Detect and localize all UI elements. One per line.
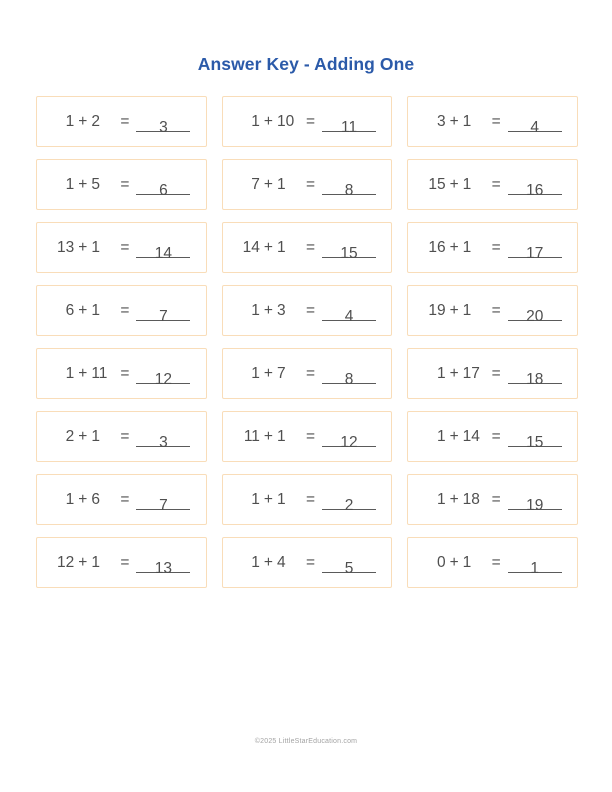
answer-line — [322, 238, 376, 262]
plus-sign: + — [449, 427, 459, 445]
answer-value: 13 — [154, 559, 173, 577]
answer-value: 6 — [159, 181, 168, 199]
copyright-footer: ©2025 LittleStarEducation.com — [254, 738, 358, 745]
operand-a: 19 — [428, 301, 446, 319]
equals-sign: = — [120, 427, 130, 445]
equals-sign: = — [120, 175, 130, 193]
problem-cell — [222, 96, 393, 147]
operand-a: 13 — [57, 238, 75, 256]
plus-sign: + — [263, 553, 273, 571]
answer-line — [136, 175, 190, 199]
operand-a: 1 — [65, 112, 75, 130]
plus-sign: + — [78, 553, 88, 571]
operand-a: 1 — [436, 427, 446, 445]
plus-sign: + — [78, 301, 88, 319]
operand-b: 4 — [276, 553, 286, 571]
equals-sign: = — [491, 175, 501, 193]
plus-sign: + — [78, 427, 88, 445]
answer-value: 12 — [154, 370, 173, 388]
problem-cell — [222, 474, 393, 525]
answer-line — [136, 364, 190, 388]
operand-b: 1 — [91, 553, 100, 571]
answer-line — [508, 553, 562, 577]
operand-a: 1 — [65, 490, 75, 508]
equals-sign: = — [305, 175, 316, 193]
equals-sign: = — [491, 112, 501, 130]
plus-sign: + — [263, 238, 273, 256]
plus-sign: + — [78, 112, 88, 130]
problem-cell — [222, 222, 393, 273]
operand-b: 5 — [91, 175, 100, 193]
plus-sign: + — [449, 112, 459, 130]
answer-line — [508, 490, 562, 514]
answer-line — [508, 427, 562, 451]
equals-sign: = — [491, 490, 501, 508]
operand-a: 3 — [436, 112, 446, 130]
answer-line — [508, 175, 562, 199]
plus-sign: + — [78, 238, 88, 256]
answer-value: 19 — [526, 496, 544, 514]
equals-sign: = — [305, 553, 316, 571]
answer-line — [136, 427, 190, 451]
answer-value: 1 — [530, 559, 540, 577]
operand-a: 1 — [251, 364, 260, 382]
answer-value: 17 — [526, 244, 544, 262]
operand-a: 1 — [251, 553, 260, 571]
answer-value: 3 — [159, 433, 168, 451]
plus-sign: + — [449, 175, 459, 193]
answer-value: 4 — [530, 118, 540, 136]
answer-value: 11 — [341, 118, 358, 136]
answer-value: 18 — [526, 370, 544, 388]
operand-b: 6 — [91, 490, 100, 508]
plus-sign: + — [449, 301, 459, 319]
problem-cell — [407, 537, 578, 588]
operand-b: 1 — [462, 301, 472, 319]
operand-b: 14 — [462, 427, 480, 445]
equals-sign: = — [491, 427, 501, 445]
operand-b: 7 — [276, 364, 286, 382]
equals-sign: = — [491, 238, 501, 256]
problem-cell — [407, 411, 578, 462]
plus-sign: + — [78, 364, 88, 382]
answer-line — [136, 490, 190, 514]
operand-b: 1 — [91, 427, 100, 445]
equals-sign: = — [120, 553, 130, 571]
answer-line — [322, 553, 376, 577]
answer-line — [322, 364, 376, 388]
answer-value: 4 — [344, 307, 354, 325]
operand-b: 1 — [462, 175, 472, 193]
problem-cell — [36, 96, 207, 147]
operand-b: 10 — [276, 112, 295, 130]
operand-b: 1 — [276, 427, 286, 445]
plus-sign: + — [263, 112, 273, 130]
answer-value: 15 — [526, 433, 544, 451]
operand-a: 1 — [436, 490, 446, 508]
answer-line — [322, 112, 376, 136]
problems-grid — [36, 96, 578, 588]
answer-line — [508, 112, 562, 136]
operand-a: 0 — [436, 553, 446, 571]
plus-sign: + — [449, 364, 459, 382]
answer-value: 12 — [340, 433, 358, 451]
operand-a: 7 — [251, 175, 260, 193]
equals-sign: = — [120, 112, 130, 130]
equals-sign: = — [305, 238, 316, 256]
answer-line — [136, 112, 190, 136]
equals-sign: = — [305, 490, 316, 508]
operand-a: 1 — [251, 112, 260, 130]
answer-line — [322, 175, 376, 199]
plus-sign: + — [263, 301, 273, 319]
operand-b: 11 — [91, 364, 108, 382]
operand-a: 11 — [243, 427, 260, 445]
operand-b: 1 — [462, 238, 472, 256]
operand-b: 1 — [276, 175, 286, 193]
plus-sign: + — [449, 238, 459, 256]
plus-sign: + — [449, 490, 459, 508]
operand-a: 6 — [65, 301, 75, 319]
answer-line — [136, 301, 190, 325]
equals-sign: = — [305, 427, 316, 445]
operand-b: 1 — [462, 553, 472, 571]
problem-cell — [36, 159, 207, 210]
answer-value: 8 — [344, 370, 354, 388]
equals-sign: = — [305, 301, 316, 319]
answer-value: 3 — [159, 118, 168, 136]
operand-b: 2 — [91, 112, 100, 130]
answer-line — [508, 238, 562, 262]
answer-line — [322, 301, 376, 325]
operand-b: 1 — [276, 238, 286, 256]
answer-line — [136, 238, 190, 262]
problem-cell — [36, 537, 207, 588]
problem-cell — [36, 285, 207, 336]
problem-cell — [407, 222, 578, 273]
problem-cell — [407, 96, 578, 147]
answer-value: 5 — [344, 559, 354, 577]
answer-line — [508, 301, 562, 325]
operand-b: 17 — [462, 364, 480, 382]
problem-cell — [407, 285, 578, 336]
answer-line — [322, 427, 376, 451]
problem-cell — [36, 348, 207, 399]
answer-line — [322, 490, 376, 514]
problem-cell — [36, 411, 207, 462]
operand-b: 1 — [91, 301, 100, 319]
plus-sign: + — [78, 175, 88, 193]
problem-cell — [36, 474, 207, 525]
answer-value: 14 — [154, 244, 173, 262]
answer-line — [136, 553, 190, 577]
equals-sign: = — [491, 301, 501, 319]
operand-a: 1 — [65, 175, 75, 193]
answer-value: 20 — [526, 307, 544, 325]
answer-value: 7 — [159, 496, 168, 514]
operand-b: 1 — [91, 238, 100, 256]
answer-value: 8 — [344, 181, 354, 199]
plus-sign: + — [263, 490, 273, 508]
operand-a: 1 — [251, 490, 260, 508]
problem-cell — [407, 348, 578, 399]
problem-cell — [222, 159, 393, 210]
plus-sign: + — [78, 490, 88, 508]
answer-value: 15 — [340, 244, 358, 262]
page-title: Answer Key - Adding One — [197, 54, 415, 74]
equals-sign: = — [305, 364, 316, 382]
operand-a: 16 — [428, 238, 446, 256]
problem-cell — [222, 285, 393, 336]
problem-cell — [222, 348, 393, 399]
plus-sign: + — [263, 364, 273, 382]
operand-a: 1 — [436, 364, 446, 382]
plus-sign: + — [263, 175, 273, 193]
operand-a: 12 — [57, 553, 75, 571]
operand-a: 2 — [65, 427, 75, 445]
answer-value: 2 — [344, 496, 354, 514]
problem-cell — [222, 537, 393, 588]
operand-a: 14 — [242, 238, 260, 256]
problem-cell — [407, 159, 578, 210]
operand-a: 15 — [428, 175, 446, 193]
problem-cell — [36, 222, 207, 273]
equals-sign: = — [305, 112, 316, 130]
equals-sign: = — [120, 490, 130, 508]
equals-sign: = — [120, 364, 130, 382]
operand-b: 1 — [462, 112, 472, 130]
operand-b: 3 — [276, 301, 286, 319]
operand-b: 18 — [462, 490, 480, 508]
equals-sign: = — [491, 553, 501, 571]
equals-sign: = — [120, 301, 130, 319]
equals-sign: = — [120, 238, 130, 256]
problem-cell — [222, 411, 393, 462]
operand-b: 1 — [276, 490, 286, 508]
operand-a: 1 — [65, 364, 75, 382]
operand-a: 1 — [251, 301, 260, 319]
answer-value: 16 — [526, 181, 544, 199]
plus-sign: + — [263, 427, 273, 445]
problem-cell — [407, 474, 578, 525]
answer-value: 7 — [159, 307, 168, 325]
equals-sign: = — [491, 364, 501, 382]
answer-line — [508, 364, 562, 388]
plus-sign: + — [449, 553, 459, 571]
